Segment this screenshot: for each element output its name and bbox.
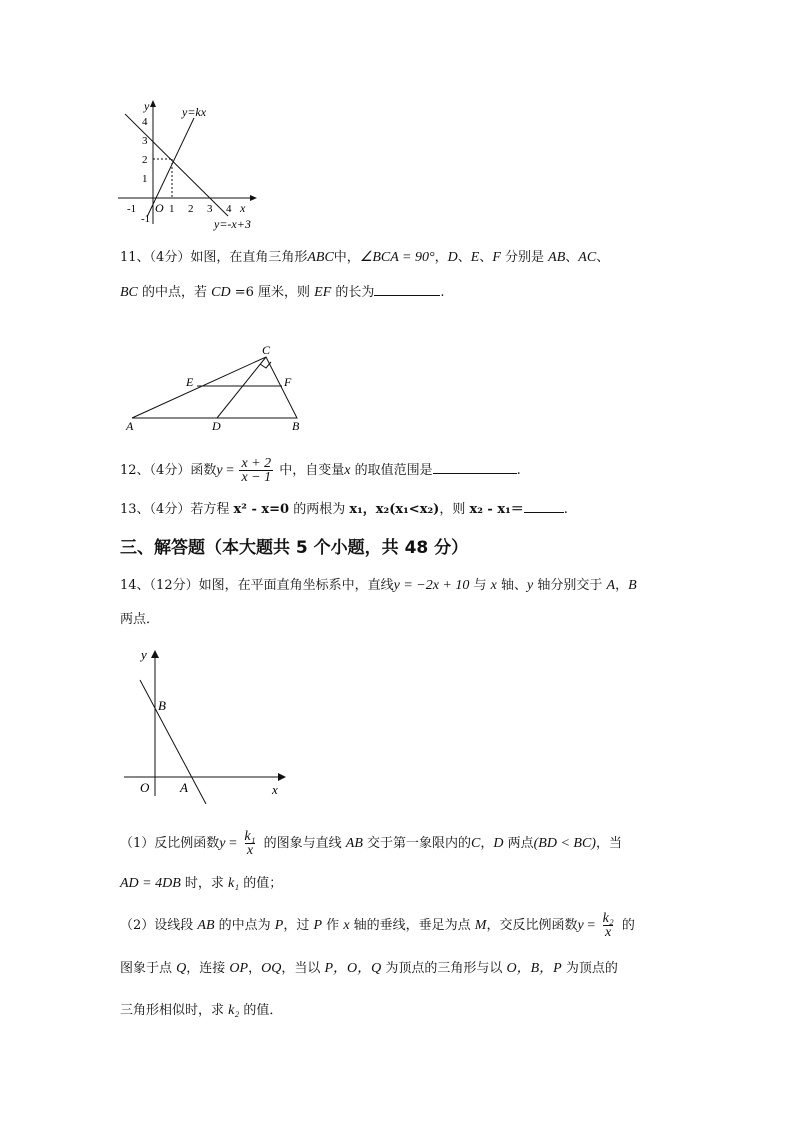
q13-text: ，则 [439,502,470,517]
y-tick-1: 1 [142,173,148,185]
q14-p1-fraction [242,830,257,857]
q11-point-f: F [492,250,501,265]
q12-answer-blank[interactable] [433,459,517,474]
q14-text: 两点． [120,612,160,627]
q12-text: 函数 [190,463,217,478]
q14-p2-triangle-poq: P，O，Q [324,961,382,976]
x-tick-2: 2 [188,203,194,215]
q14-p2-text: ，交反比例函数 [486,918,578,933]
x-tick-4: 4 [226,203,232,215]
figure-triangle [120,342,310,434]
q12-score: （4分） [149,463,191,478]
q14-p2-op: OP [229,961,249,976]
q12-number: 12、 [120,463,150,478]
q11-period: . [440,285,445,300]
q14-p1-numerator: k₁ [244,829,256,844]
q14-p2-denominator: x [605,925,612,940]
q14-p2-triangle-obp: O，B，P [506,961,562,976]
q14-p2-x: x [343,918,350,933]
line-ab [140,680,206,804]
q14-p2-text: 的 [617,918,635,933]
q14-p2-fraction [601,912,616,939]
q14-p2-text: 为顶点的 [561,961,618,976]
q11-angle: ∠BCA = 90° [359,250,435,265]
q14-text: 轴、 [496,578,528,593]
q11-segment-ab: AB [548,250,566,265]
label-a: A [126,419,134,433]
label-a: A [180,780,188,795]
line1-label: y=kx [182,105,207,119]
question-13 [120,498,568,520]
q14-number: 14、 [120,578,150,593]
q11-answer-blank[interactable] [374,281,440,296]
q13-text: 若方程 [190,502,234,517]
label-e: E [186,375,194,389]
q14-p1-condition: (BD < BC) [533,836,596,851]
q14-point-b: B [628,578,637,593]
q11-text: 中， [333,250,360,265]
origin-label: O [155,201,164,215]
label-o: O [140,780,150,795]
question-11-line-2 [120,281,445,303]
line-y-neg-x-plus-3 [125,114,228,216]
label-b: B [158,698,166,713]
q11-text: 分别是 [500,250,549,265]
question-11-line-1 [120,248,609,268]
q12-equals: = [222,463,238,478]
q11-score: （4分） [149,250,191,265]
q14-p2-point-q: Q [176,961,187,976]
q14-p1-k1: k₁ [228,876,240,891]
q14-p1-condition-2: AD = 4DB [120,876,181,891]
q12-fraction [239,457,273,484]
question-14-part-1-line-2 [120,874,282,894]
q11-text: ， [434,250,448,265]
y-tick-4: 4 [142,116,148,128]
q11-point-e: E [470,250,480,265]
q11-text: 、 [565,250,579,265]
q13-answer-blank[interactable] [524,498,564,513]
q11-segment-ef: EF [314,285,332,300]
q14-p1-y: y [219,836,226,851]
q13-expression: x₂ - x₁＝ [469,502,524,517]
q14-p2-text: 为顶点的三角形与以 [381,961,507,976]
q12-text: 中，自变量 [275,463,345,478]
q14-p1-text: 的图象与直线 [259,836,346,851]
q14-point-a: A [606,578,616,593]
question-14-line-1 [120,576,637,596]
q14-p1-point-d: D [493,836,504,851]
q14-p1-text: （1）反比例函数 [120,836,220,851]
q14-p1-text: 时，求 [180,876,229,891]
q14-p2-text: 轴的垂线，垂足为点 [349,918,475,933]
q11-text: 的中点，若 [137,285,212,300]
section-3-title: 三、解答题（本大题共 5 个小题，共 48 分） [120,538,469,558]
q11-triangle: ABC [307,250,334,265]
q14-p1-equals: = [225,836,241,851]
q14-p2-numerator: k₂ [602,911,614,926]
q14-text: 如图，在平面直角坐标系中，直线 [198,578,394,593]
q11-text: 、 [457,250,471,265]
y-axis-arrow [151,650,159,658]
q14-p2-point-p: P [274,918,284,933]
x-tick-3: 3 [207,203,213,215]
question-14-line-2 [120,610,159,630]
y-axis-arrow [150,100,156,107]
q11-point-d: D [447,250,458,265]
q11-text: =6 厘米，则 [230,285,315,300]
q14-x: x [490,578,497,593]
q14-p1-text: ，当 [595,836,622,851]
q14-p1-text: 的值； [239,876,283,891]
q14-p2-text: ，连接 [186,961,230,976]
segment-cd [217,357,266,418]
q12-text: 的取值范围是 [350,463,433,478]
q13-equation: x² - x=0 [233,502,290,517]
q12-denominator: x − 1 [241,470,272,485]
q11-segment-ac: AC [578,250,597,265]
label-c: C [262,343,271,357]
q14-y: y [527,578,534,593]
x-axis-label: x [240,201,246,215]
q14-p2-text: 图象于点 [120,961,177,976]
q14-p2-text: ，过 [283,918,314,933]
line2-label: y=-x+3 [214,217,251,231]
label-b: B [292,419,300,433]
label-f: F [284,375,292,389]
y-axis-label: y [144,99,150,113]
label-y: y [141,647,147,662]
q13-number: 13、 [120,502,150,517]
x-axis-arrow [278,773,286,781]
q14-p2-point-m: M [474,918,487,933]
q11-text: 、 [596,250,610,265]
q11-text: 的长为 [331,285,375,300]
q14-p2-text: 的中点为 [214,918,275,933]
y-tick-neg1: -1 [141,213,151,225]
q14-p1-text: ， [480,836,494,851]
q11-segment-bc: BC [120,285,138,300]
q14-p2-text: 三角形相似时，求 [120,1003,229,1018]
q14-p2-ab: AB [197,918,215,933]
q13-period: . [563,502,568,517]
question-14-part-2-line-1 [120,912,635,940]
label-d: D [212,419,221,433]
q13-roots: x₁，x₂(x₁<x₂) [349,502,440,517]
q14-text: 轴分别交于 [533,578,607,593]
q14-p1-text: 交于第一象限内的 [362,836,472,851]
q14-p2-text: ， [248,961,262,976]
q14-text: 与 [469,578,491,593]
q14-p2-text: （2）设线段 [120,918,198,933]
q14-text: ， [615,578,629,593]
q11-text: 如图，在直角三角形 [190,250,308,265]
q14-p1-point-c: C [471,836,481,851]
figure-linear-functions [110,96,270,238]
question-14-part-1-line-1 [120,830,622,858]
x-tick-1: 1 [169,203,175,215]
x-tick-neg1: -1 [127,203,137,215]
q13-text: 的两根为 [289,502,350,517]
q14-p2-k2: k₂ [228,1003,240,1018]
q14-score: （12分） [149,578,199,593]
q12-period: . [516,463,521,478]
q14-p2-text: ，当以 [281,961,325,976]
q11-number: 11、 [120,250,150,265]
question-14-part-2-line-2 [120,959,618,979]
q11-segment-cd: CD [211,285,231,300]
q14-p2-point-p: P [313,918,323,933]
question-14-part-2-line-3 [120,1001,282,1021]
q11-text: 、 [479,250,493,265]
x-axis-arrow [250,195,257,201]
q14-p1-text: 两点 [503,836,534,851]
q14-p1-denominator: x [246,843,254,858]
q14-p2-oq: OQ [261,961,282,976]
q13-score: （4分） [149,502,191,517]
q12-y: y [216,463,223,478]
q12-x: x [344,463,351,478]
y-tick-3: 3 [142,135,148,147]
q14-p2-text: 的值． [239,1003,283,1018]
label-x: x [272,782,278,797]
q14-p2-y: y [577,918,584,933]
q14-p1-ab: AB [345,836,363,851]
triangle-abc [132,357,297,418]
figure-line-ab [118,644,293,804]
q14-p2-text: 作 [322,918,344,933]
q14-line-equation: y = −2x + 10 [393,578,470,593]
y-tick-2: 2 [142,154,148,166]
question-12 [120,457,521,485]
q14-p2-equals: = [583,918,599,933]
q12-numerator: x + 2 [241,456,272,471]
